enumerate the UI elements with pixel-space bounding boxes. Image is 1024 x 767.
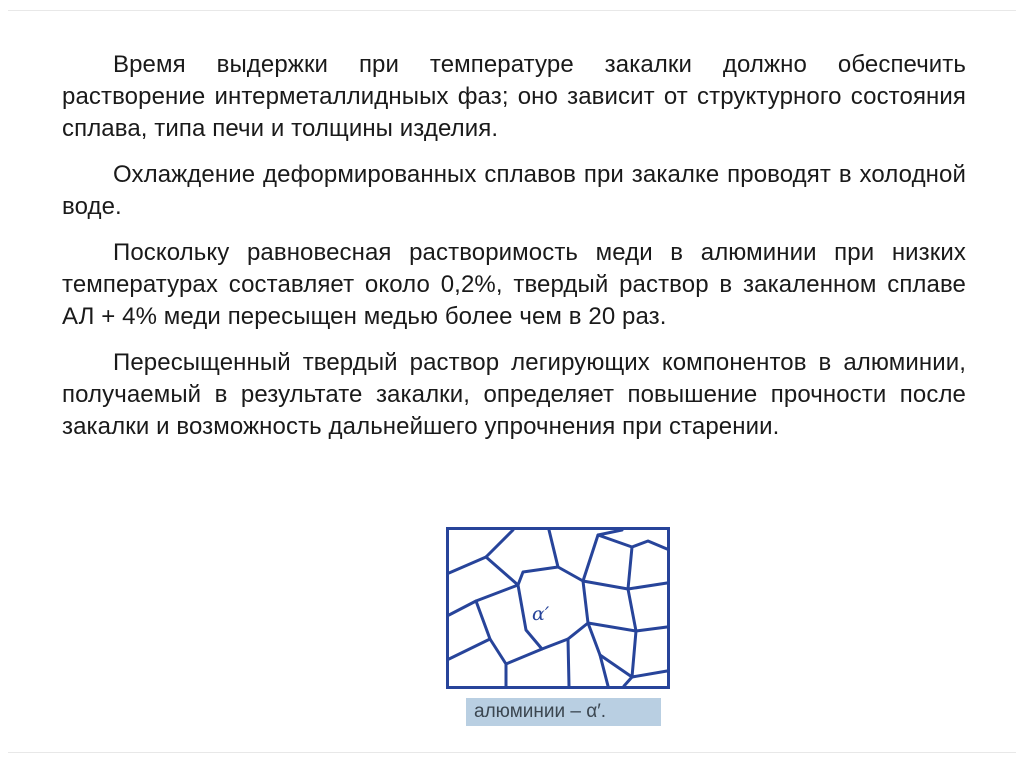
paragraph-strengthening: Пересыщенный твердый раствор легирующих компонентов в алюминии, получаемый в результате закалки, определяет повышение прочности после закалки и возможность дальнейшего упрочнения при старении.	[62, 349, 966, 440]
grain-label: α′	[532, 603, 550, 625]
grain-structure-drawing	[446, 527, 670, 689]
slide-text	[62, 49, 966, 457]
paragraph-cooling: Охлаждение деформированных сплавов при закалке проводят в холодной воде.	[62, 161, 966, 220]
slide-top-border	[8, 10, 1016, 11]
slide-bottom-border	[8, 752, 1016, 753]
microstructure-figure	[446, 527, 670, 689]
figure-caption: алюминии – α′.	[466, 698, 661, 726]
paragraph-solubility: Поскольку равновесная растворимость меди в алюминии при низких температурах составляет около 0,2%, твердый раствор в закаленном сплаве АЛ + 4% меди пересыщен медью более чем в 20 раз.	[62, 239, 966, 330]
paragraph-holding-time: Время выдержки при температуре закалки должно обеспечить растворение интерметаллидныых фаз; оно зависит от структурного состояния сплава, типа печи и толщины изделия.	[62, 51, 966, 142]
